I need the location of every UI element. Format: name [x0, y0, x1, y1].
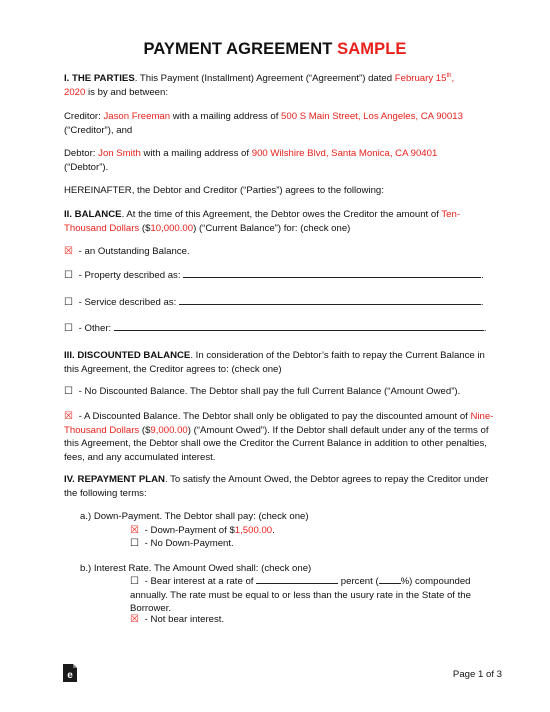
svg-text:e: e	[67, 670, 73, 681]
hereinafter-paragraph: HEREINAFTER, the Debtor and Creditor (“Parties”) agrees to the following:	[64, 185, 384, 196]
down-payment-amount: 1,500.00	[234, 525, 273, 536]
unchecked-box-icon: ☐	[64, 386, 73, 397]
balance-paragraph: II. BALANCE. At the time of this Agreement, the Debtor owes the Creditor the amount of Ten-Thousand Dollars ($10,000.00) (“Current Balance”) for: (check one)	[64, 209, 461, 234]
checked-box-icon: ☒	[64, 411, 73, 422]
discount-option-discounted: ☒ - A Discounted Balance. The Debtor shall only be obligated to pay the discounted amount of Nine-Thousand Dollars ($9,000.00) (“Amount Owed”). If the Debtor shall default under any of the terms of this Agreement, the Debtor shall owe the Creditor the Current Balance in addition to other penalties, fees, and any accumulated interest.	[64, 411, 494, 463]
title-main: PAYMENT AGREEMENT	[143, 40, 333, 58]
balance-option-outstanding: ☒ - an Outstanding Balance.	[64, 246, 190, 257]
page-title	[0, 40, 550, 59]
balance-amount: 10,000.00	[150, 222, 194, 234]
balance-amount-words: Ten-Thousand Dollars	[64, 209, 461, 234]
debtor-role: (“Debtor”).	[64, 161, 109, 173]
checked-box-icon: ☒	[64, 246, 73, 257]
other-blank-line	[114, 323, 484, 331]
creditor-paragraph: Creditor: Jason Freeman with a mailing address of 500 S Main Street, Los Angeles, CA 90013 (“Creditor”), and	[64, 111, 463, 136]
unchecked-box-icon: ☐	[130, 538, 139, 549]
discount-option-none: ☐ - No Discounted Balance. The Debtor shall pay the full Current Balance (“Amount Owed”).	[64, 386, 461, 397]
interest-rate-blank-line	[256, 576, 338, 584]
interest-option-bear: ☐ - Bear interest at a rate of percent ( %) compounded annually. The rate must be equal to or less than the usury rate in the State of the Borrower.	[130, 576, 471, 615]
down-payment-option-none: ☐ - No Down-Payment.	[130, 538, 234, 549]
interest-option-none: ☒ - Not bear interest.	[130, 614, 225, 625]
creditor-address: 500 S Main Street, Los Angeles, CA 90013	[281, 111, 463, 122]
title-accent: SAMPLE	[337, 40, 407, 58]
parties-heading: I. THE PARTIES	[64, 73, 135, 84]
property-blank-line	[183, 270, 481, 278]
agreement-year: 2020	[64, 86, 86, 98]
balance-option-property: ☐ - Property described as: .	[64, 270, 484, 281]
discount-amount-words: Nine-Thousand Dollars	[64, 411, 494, 436]
interest-percent-blank-line	[379, 576, 401, 584]
down-payment-option-amount: ☒ - Down-Payment of $1,500.00.	[130, 525, 275, 536]
checked-box-icon: ☒	[130, 614, 139, 625]
unchecked-box-icon: ☐	[64, 297, 73, 308]
down-payment-label: a.) Down-Payment. The Debtor shall pay: (check one)	[80, 511, 309, 522]
unchecked-box-icon: ☐	[130, 576, 139, 587]
debtor-address: 900 Wilshire Blvd, Santa Monica, CA 90401	[251, 148, 438, 159]
checked-box-icon: ☒	[130, 525, 139, 536]
parties-text: . This Payment (Installment) Agreement (“Agreement”) dated	[134, 73, 395, 84]
creditor-role: (“Creditor”), and	[64, 124, 133, 136]
balance-heading: II. BALANCE	[64, 209, 122, 220]
page-number: Page 1 of 3	[452, 669, 502, 680]
discounted-heading: III. DISCOUNTED BALANCE	[64, 350, 191, 361]
debtor-name: Jon Smith	[98, 148, 141, 159]
balance-option-other: ☐ - Other: .	[64, 323, 487, 334]
unchecked-box-icon: ☐	[64, 323, 73, 334]
document-logo-icon	[62, 664, 78, 682]
repayment-heading: IV. REPAYMENT PLAN	[64, 474, 165, 485]
creditor-name: Jason Freeman	[103, 111, 171, 122]
service-blank-line	[179, 297, 481, 305]
discount-amount: 9,000.00	[150, 424, 188, 436]
balance-option-service: ☐ - Service described as: .	[64, 297, 484, 308]
agreement-date: February 15th,	[394, 72, 455, 84]
unchecked-box-icon: ☐	[64, 270, 73, 281]
debtor-paragraph: Debtor: Jon Smith with a mailing address of 900 Wilshire Blvd, Santa Monica, CA 90401 (“Debtor”).	[64, 148, 438, 173]
discounted-paragraph: III. DISCOUNTED BALANCE. In consideration of the Debtor’s faith to repay the Current Balance in this Agreement, the Creditor agrees to: (check one)	[64, 350, 485, 375]
repayment-paragraph: IV. REPAYMENT PLAN. To satisfy the Amount Owed, the Debtor agrees to repay the Creditor under the following terms:	[64, 474, 489, 499]
parties-paragraph	[64, 72, 494, 99]
parties-text-end: is by and between:	[85, 86, 169, 98]
interest-rate-label: b.) Interest Rate. The Amount Owed shall: (check one)	[80, 563, 312, 574]
